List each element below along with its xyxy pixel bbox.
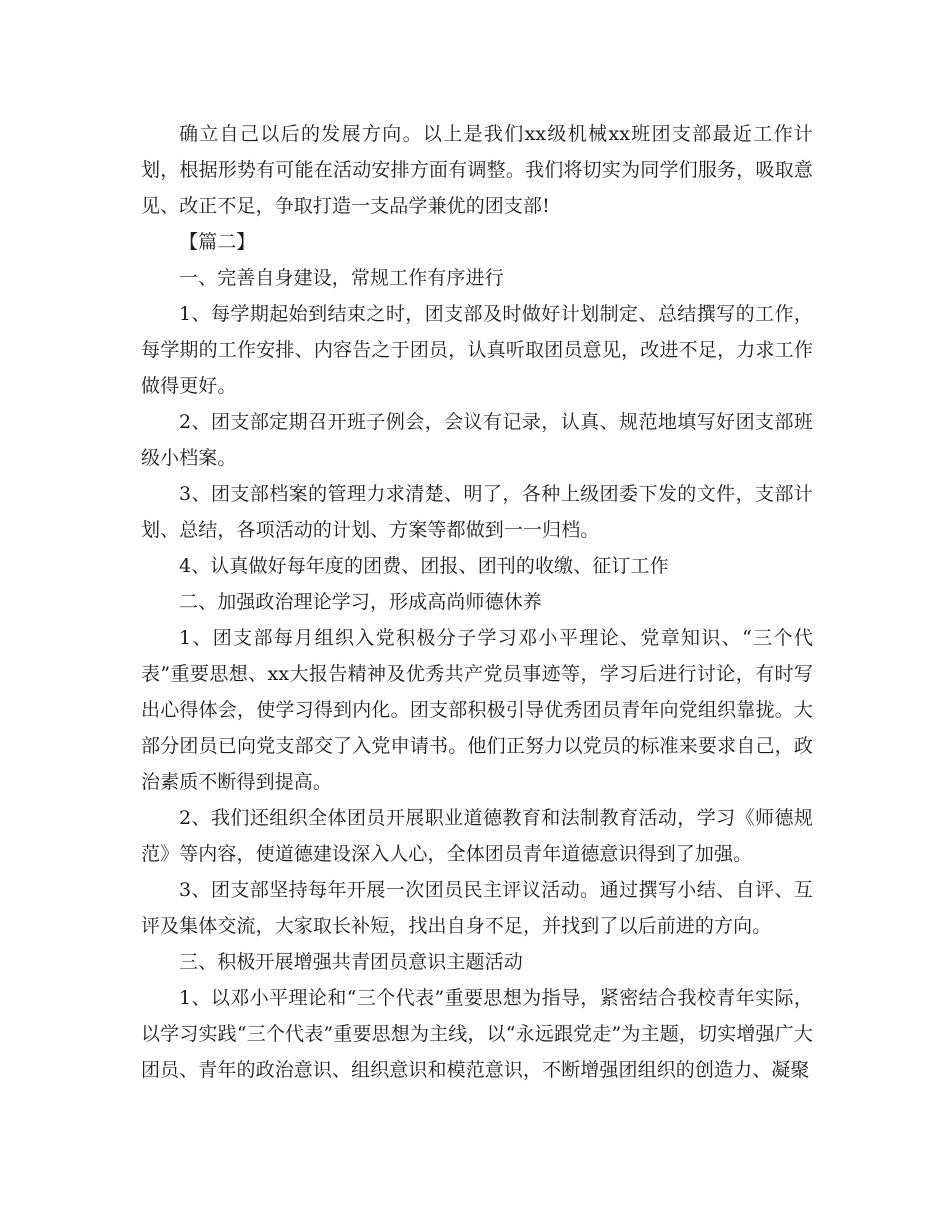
paragraph-1-1: 1、每学期起始到结束之时，团支部及时做好计划制定、总结撰写的工作，每学期的工作安排、内容告之于团员，认真听取团员意见，改进不足，力求工作做得更好。 bbox=[141, 303, 813, 397]
section-heading-1: 一、完善自身建设，常规工作有序进行 bbox=[179, 267, 504, 289]
section-heading-3: 三、积极开展增强共青团员意识主题活动 bbox=[179, 951, 523, 973]
paragraph-1-2: 2、团支部定期召开班子例会，会议有记录，认真、规范地填写好团支部班级小档案。 bbox=[141, 411, 813, 469]
section-heading-part-two: 【篇二】 bbox=[179, 231, 256, 253]
paragraph-2-3: 3、团支部坚持每年开展一次团员民主评议活动。通过撰写小结、自评、互评及集体交流，大家取长补短，找出自身不足，并找到了以后前进的方向。 bbox=[141, 879, 813, 937]
paragraph-1-4: 4、认真做好每年度的团费、团报、团刊的收缴、征订工作 bbox=[179, 555, 669, 577]
paragraph-3-1: 1、以邓小平理论和“三个代表”重要思想为指导，紧密结合我校青年实际，以学习实践“三个代表”重要思想为主线，以“永远跟党走”为主题，切实增强广大团员、青年的政治意识、组织意识和模范意识，不断增强团组织的创造力、凝聚 bbox=[141, 987, 813, 1081]
paragraph-2-2: 2、我们还组织全体团员开展职业道德教育和法制教育活动，学习《师德规范》等内容，使道德建设深入人心，全体团员青年道德意识得到了加强。 bbox=[141, 807, 813, 865]
document-body bbox=[141, 116, 813, 1088]
paragraph-1: 确立自己以后的发展方向。以上是我们xx级机械xx班团支部最近工作计划，根据形势有可能在活动安排方面有调整。我们将切实为同学们服务，吸取意见、改正不足，争取打造一支品学兼优的团支部! bbox=[141, 123, 813, 217]
paragraph-2-1: 1、团支部每月组织入党积极分子学习邓小平理论、党章知识、“三个代表”重要思想、xx大报告精神及优秀共产党员事迹等，学习后进行讨论，有时写出心得体会，使学习得到内化。团支部积极引导优秀团员青年向党组织靠拢。大部分团员已向党支部交了入党申请书。他们正努力以党员的标准来要求自己，政治素质不断得到提高。 bbox=[141, 627, 813, 793]
paragraph-1-3: 3、团支部档案的管理力求清楚、明了，各种上级团委下发的文件，支部计划、总结，各项活动的计划、方案等都做到一一归档。 bbox=[141, 483, 813, 541]
section-heading-2: 二、加强政治理论学习，形成高尚师德休养 bbox=[179, 591, 542, 613]
